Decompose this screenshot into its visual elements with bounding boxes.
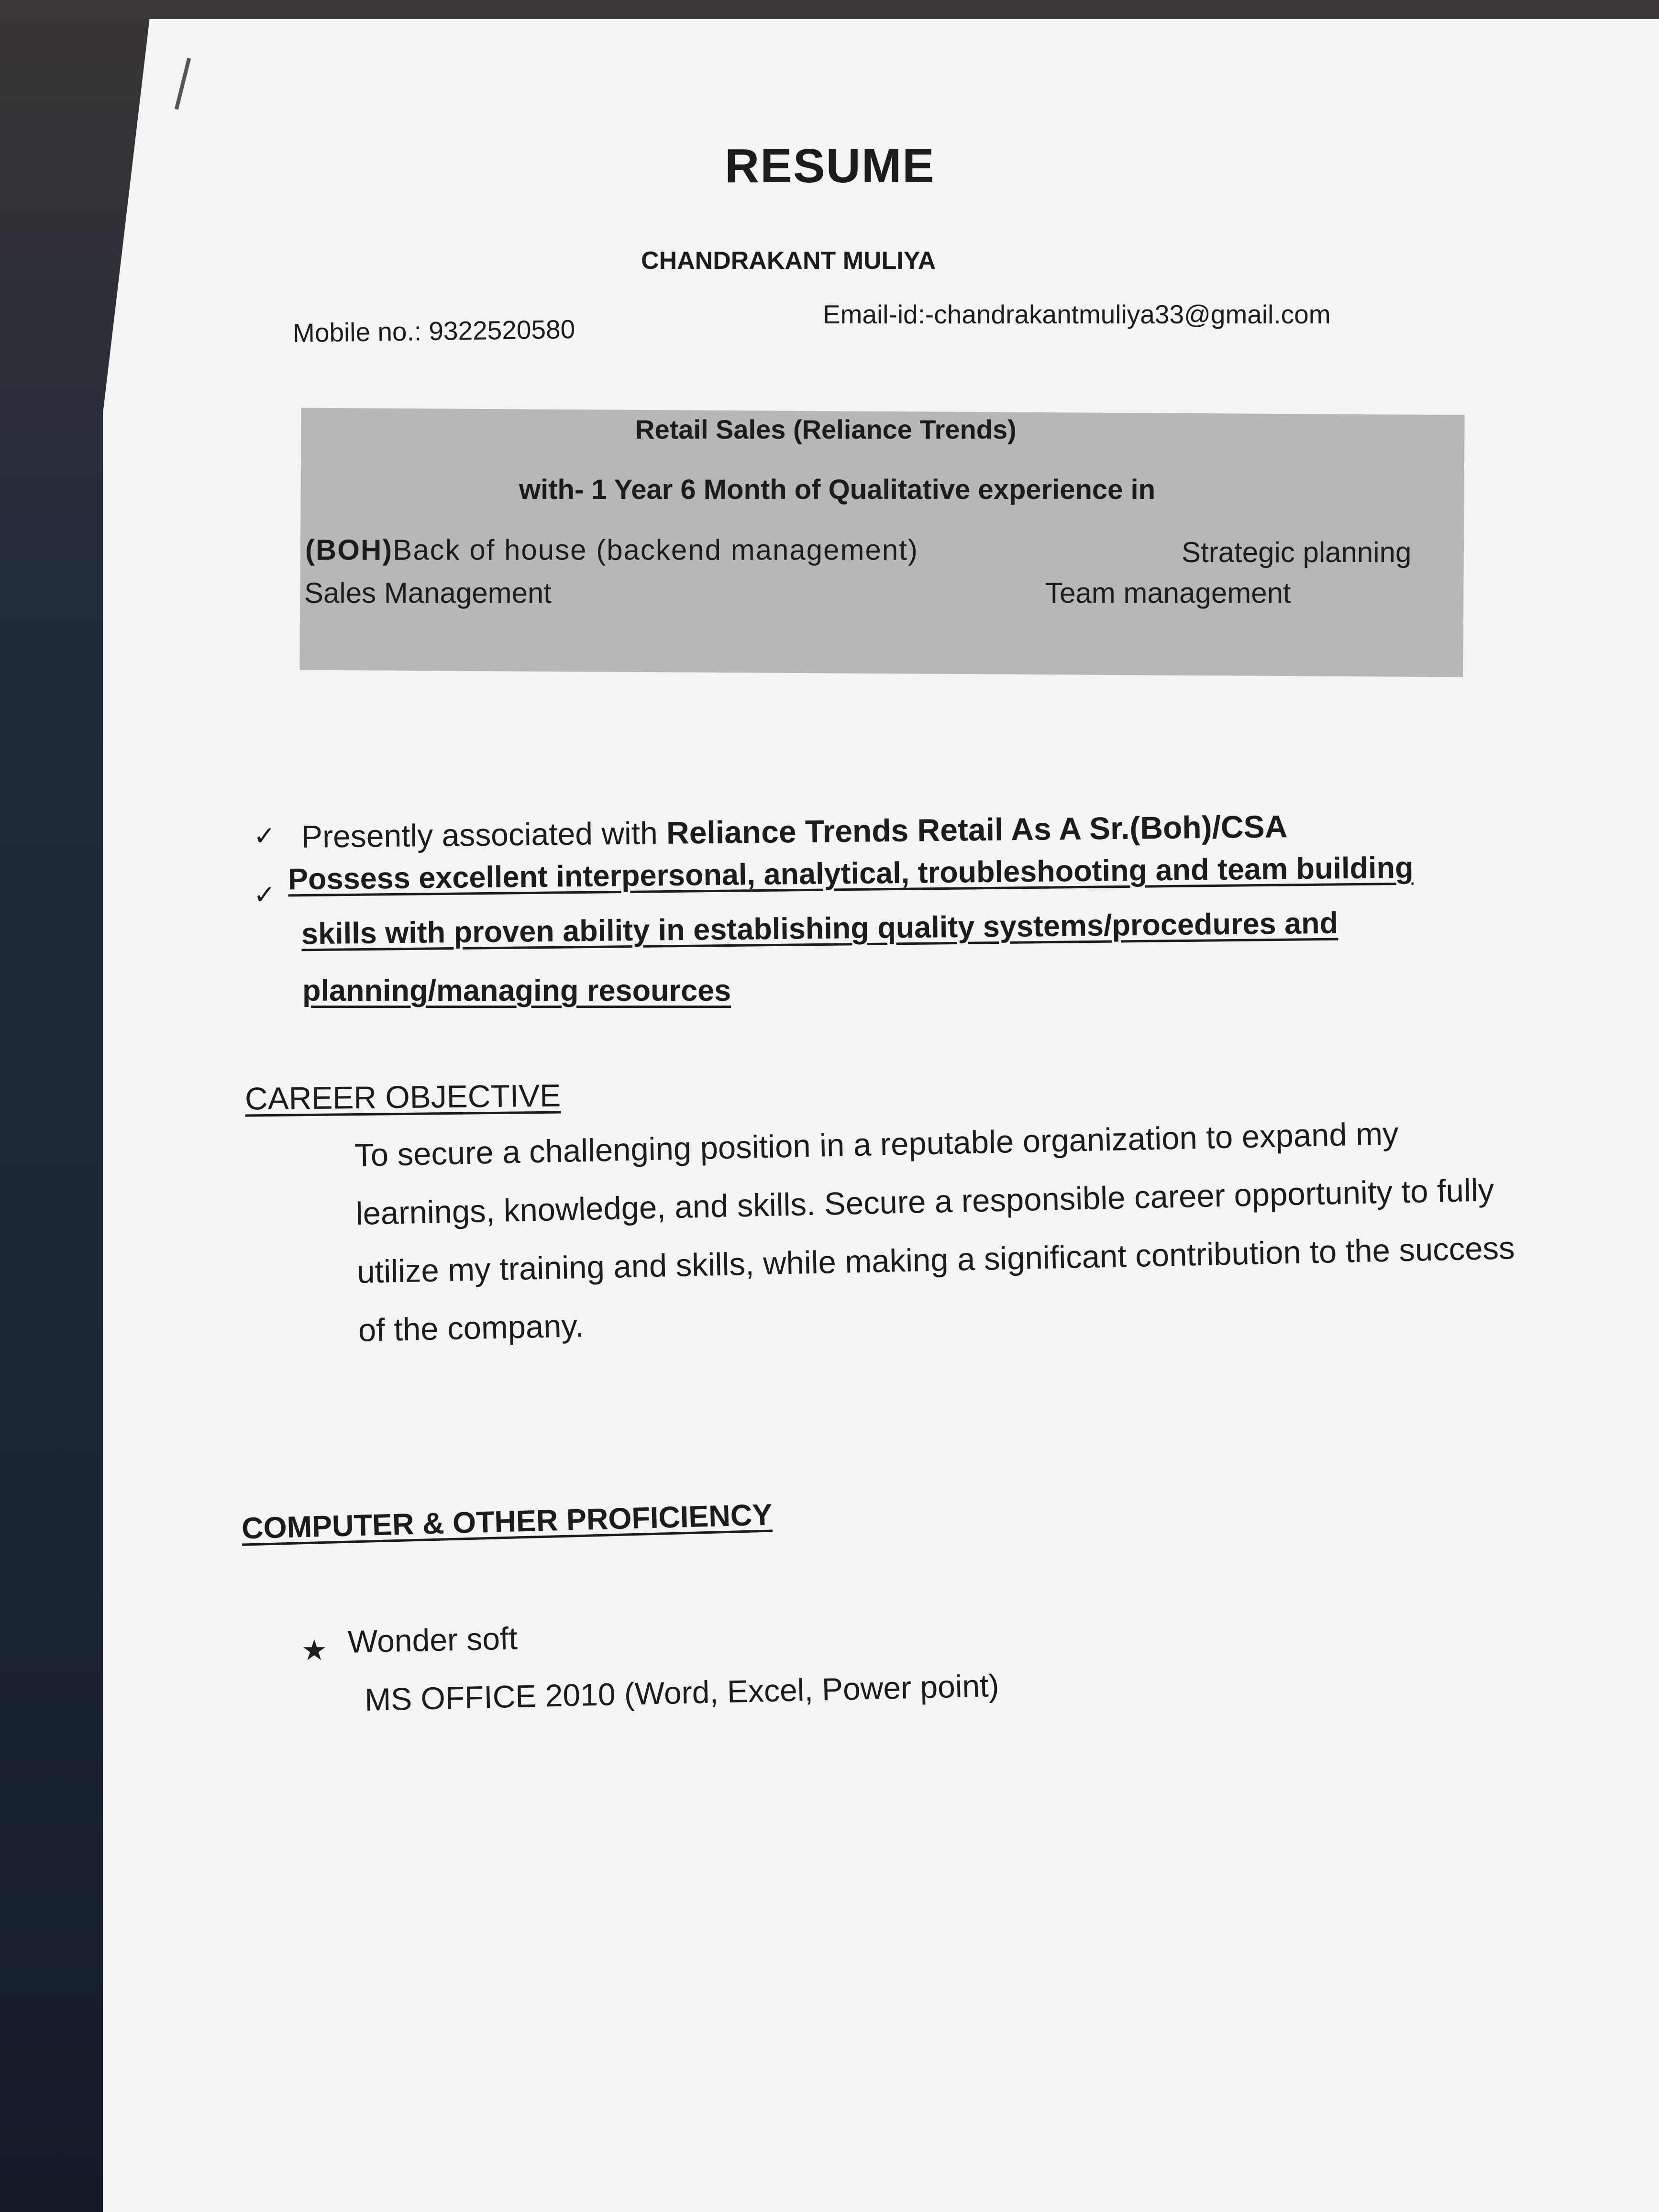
skill-strategic-planning: Strategic planning — [1182, 536, 1412, 568]
proficiency-heading: COMPUTER & OTHER PROFICIENCY — [241, 1498, 773, 1546]
career-objective-text: To secure a challenging position in a reputable organization to expand my learnings, knowledge, and skills. Secure a responsible career opportunity to fully utilize my training and skills, while making a significant contribution to the success of the company. — [354, 1116, 1515, 1349]
summary-subtitle: with- 1 Year 6 Month of Qualitative experience in — [519, 474, 1156, 505]
check-icon: ✓ — [254, 821, 276, 851]
email-address: Email-id:-chandrakantmuliya33@gmail.com — [823, 299, 1331, 329]
skill-boh-label: Back of house (backend management) — [393, 534, 918, 566]
proficiency-item: Wonder soft — [347, 1620, 518, 1659]
star-icon: ★ — [301, 1634, 327, 1666]
highlight-employer: Reliance Trends Retail As A Sr.(Boh)/CSA — [666, 808, 1288, 851]
skill-boh — [305, 533, 918, 566]
skill-team-management: Team management — [1045, 577, 1291, 609]
summary-title: Retail Sales (Reliance Trends) — [635, 414, 1017, 444]
proficiency-item: MS OFFICE 2010 (Word, Excel, Power point) — [364, 1667, 1000, 1718]
candidate-name: CHANDRAKANT MULIYA — [641, 247, 936, 275]
skill-boh-prefix: (BOH) — [305, 534, 393, 566]
career-objective-heading: CAREER OBJECTIVE — [244, 1077, 561, 1117]
highlight-skills-line-3: planning/managing resources — [302, 974, 731, 1007]
document-title: RESUME — [725, 139, 935, 193]
highlight-prefix: Presently associated with — [301, 815, 667, 854]
highlight-skills-line-1: Possess excellent interpersonal, analytical, troubleshooting and team building — [288, 851, 1414, 896]
highlight-skills-line-2: skills with proven ability in establishing quality systems/procedures and — [301, 906, 1338, 951]
check-icon: ✓ — [254, 880, 276, 909]
mobile-number: Mobile no.: 9322520580 — [292, 314, 575, 348]
skill-sales-management: Sales Management — [304, 577, 552, 609]
